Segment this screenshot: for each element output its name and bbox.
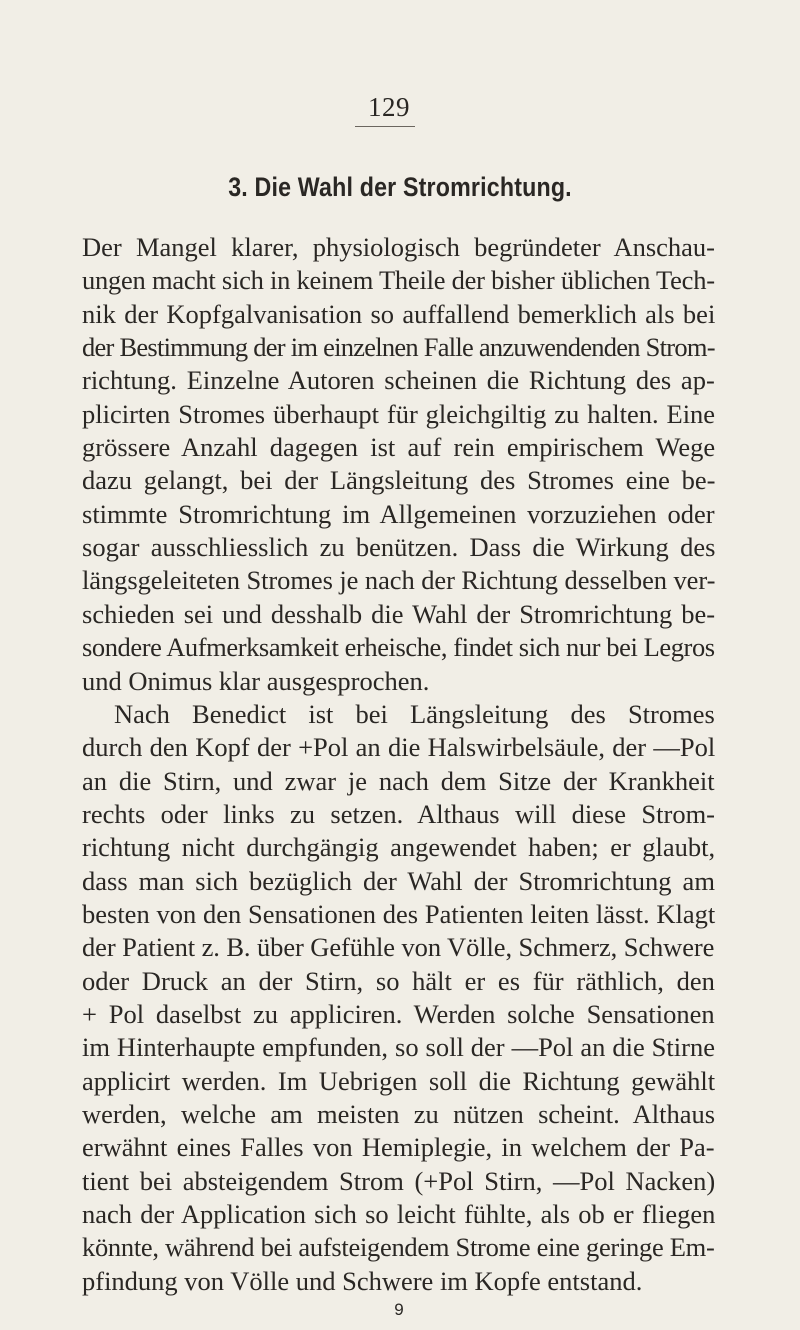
text-line: applicirt werden. Im Uebrigen soll die Richtung gewählt <box>82 1065 716 1096</box>
text-line: richtung nicht durchgängig angewendet haben; er glaubt, <box>82 832 716 863</box>
text-line: durch den Kopf der +Pol an die Halswirbelsäule, der —Pol <box>82 732 716 763</box>
text-line: rechts oder links zu setzen. Althaus will diese Strom- <box>82 798 716 829</box>
text-line: plicirten Stromes überhaupt für gleichgiltig zu halten. Eine <box>82 398 716 429</box>
text-line: der Patient z. B. über Gefühle von Völle, Schmerz, Schwere <box>82 932 715 963</box>
text-line: grössere Anzahl dagegen ist auf rein empirischem Wege <box>82 432 716 463</box>
text-line: ungen macht sich in keinem Theile der bisher üblichen Tech- <box>82 265 715 296</box>
text-line: werden, welche am meisten zu nützen scheint. Althaus <box>82 1098 716 1129</box>
page-number: 129 <box>368 92 410 122</box>
text-line: schieden sei und desshalb die Wahl der Stromrichtung be- <box>82 598 716 629</box>
text-line: pfindung von Völle und Schwere im Kopfe entstand. <box>82 1265 643 1296</box>
section-heading: 3. Die Wahl der Stromrichtung. <box>228 172 572 202</box>
page-number-underline <box>355 126 415 127</box>
text-line: nach der Application sich so leicht fühlte, als ob er fliegen <box>82 1199 716 1229</box>
text-line: an die Stirn, und zwar je nach dem Sitze der Krankheit <box>82 765 715 796</box>
text-line: besten von den Sensationen des Patienten leiten lässt. Klagt <box>82 898 716 929</box>
text-line: nik der Kopfgalvanisation so auffallend bemerklich als bei <box>82 298 716 329</box>
text-line: und Onimus klar ausgesprochen. <box>82 665 430 696</box>
text-line: dazu gelangt, bei der Längsleitung des Stromes eine be- <box>82 465 716 496</box>
text-line: tient bei absteigendem Strom (+Pol Stirn, —Pol Nacken) <box>82 1165 716 1196</box>
text-line: oder Druck an der Stirn, so hält er es für räthlich, den <box>82 965 715 996</box>
text-line: längsgeleiteten Stromes je nach der Richtung desselben ver- <box>82 565 716 596</box>
text-line: sogar ausschliesslich zu benützen. Dass die Wirkung des <box>82 532 716 563</box>
text-line: + Pol daselbst zu appliciren. Werden solche Sensationen <box>82 998 715 1029</box>
signature-mark: 9 <box>394 1300 404 1319</box>
text-line: im Hinterhaupte empfunden, so soll der —Pol an die Stirne <box>82 1032 715 1063</box>
text-line: könnte, während bei aufsteigendem Strome eine geringe Em- <box>82 1232 715 1263</box>
text-line: Der Mangel klarer, physiologisch begründeter Anschau- <box>82 232 716 262</box>
text-line: erwähnt eines Falles von Hemiplegie, in welchem der Pa- <box>82 1132 715 1163</box>
text-line: sondere Aufmerksamkeit erheische, findet sich nur bei Legros <box>82 632 715 663</box>
text-line: der Bestimmung der im einzelnen Falle anzuwendenden Strom- <box>82 332 715 362</box>
text-line: Nach Benedict ist bei Längsleitung des Stromes <box>114 698 715 729</box>
text-line: stimmte Stromrichtung im Allgemeinen vorzuziehen oder <box>82 498 715 529</box>
text-line: richtung. Einzelne Autoren scheinen die Richtung des ap- <box>82 365 715 396</box>
text-line: dass man sich bezüglich der Wahl der Stromrichtung am <box>82 865 715 896</box>
